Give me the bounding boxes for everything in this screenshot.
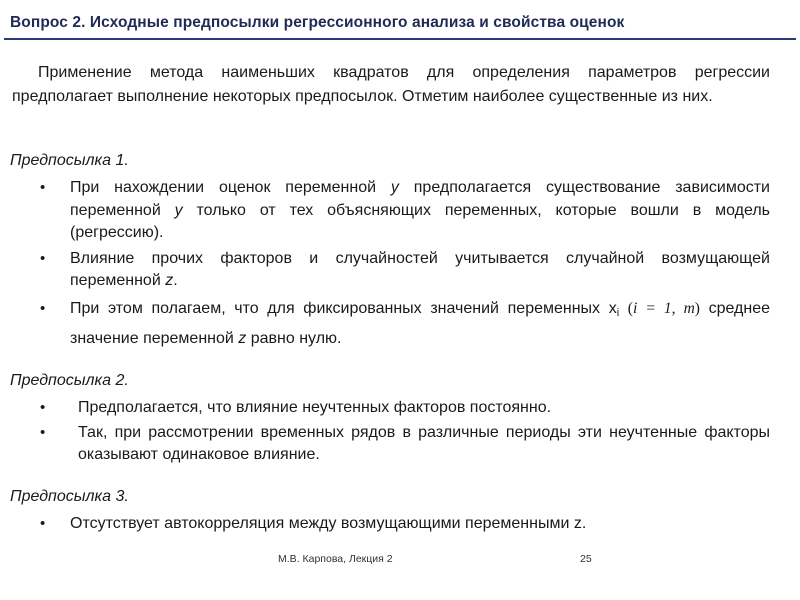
bullet-text: При этом полагаем, что для фиксированных значений переменных x: [70, 299, 617, 317]
bullet-icon: •: [40, 179, 46, 196]
list-item: [0, 513, 770, 536]
bullet-text: Отсутствует автокорреляция между возмущающими переменными z.: [70, 515, 587, 532]
list-item: [0, 422, 770, 467]
bullet-icon: •: [40, 423, 46, 441]
math-paren-open: (: [627, 299, 633, 317]
bullet-icon: •: [40, 515, 46, 532]
bullet-text: Так, при рассмотрении временных рядов в различные периоды эти неучтенные факторы оказывают одинаковое влияние.: [78, 423, 770, 463]
premise-3-list: [0, 513, 800, 536]
bullet-text: .: [173, 272, 178, 289]
bullet-icon: •: [40, 299, 46, 317]
variable-y: y: [390, 179, 399, 196]
footer-author: М.В. Карпова, Лекция 2: [278, 553, 393, 565]
premise-3-heading: Предпосылка 3.: [10, 488, 129, 505]
bullet-icon: •: [40, 249, 46, 267]
bullet-text: только от тех объясняющих переменных, которые вошли в модель (регрессию).: [70, 201, 770, 241]
page-number: 25: [580, 553, 592, 565]
math-paren-close: ): [694, 299, 700, 317]
premise-2-heading: Предпосылка 2.: [10, 372, 129, 389]
list-item: [0, 248, 770, 293]
bullet-text: При нахождении оценок переменной: [70, 179, 391, 196]
premise-2-list: [0, 397, 800, 467]
intro-paragraph: [12, 61, 770, 108]
bullet-icon: •: [40, 399, 46, 416]
bullet-text: среднее значение переменной: [70, 299, 770, 347]
variable-y: y: [174, 201, 183, 219]
bullet-text: Влияние прочих факторов и случайностей учитывается случайной возмущающей переменной: [70, 249, 770, 289]
intro-text: Применение метода наименьших квадратов для определения параметров регрессии предполагает выполнение некоторых предпосылок. Отметим наиболее существенные из них.: [12, 64, 770, 105]
list-item: [0, 177, 770, 245]
bullet-text: предполагается существование зависимости переменной: [70, 179, 770, 219]
bullet-text: Предполагается, что влияние неучтенных факторов постоянно.: [78, 399, 552, 416]
subscript-i: i: [616, 306, 620, 319]
list-item: [0, 296, 770, 351]
premise-1-list: [0, 177, 800, 351]
variable-z: z: [238, 329, 247, 347]
math-range: i = 1, m: [632, 299, 695, 317]
variable-z: z: [165, 272, 174, 289]
premise-1-heading: Предпосылка 1.: [10, 152, 129, 169]
bullet-text: равно нулю.: [246, 329, 342, 347]
slide-title: Вопрос 2. Исходные предпосылки регрессионного анализа и свойства оценок: [10, 14, 625, 31]
list-item: [0, 397, 770, 420]
title-divider: [4, 38, 796, 40]
